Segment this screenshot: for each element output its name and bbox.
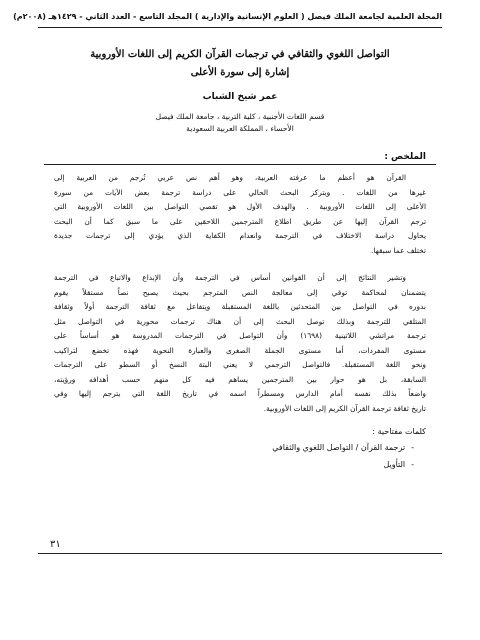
- text-line: واضعاً بذلك نفسه أمام الدارس ومسطراً اسمه في تاريخ اللغة التي يترجم إليها وفي: [54, 389, 426, 398]
- text-line: السابقة، بل هو حوار بين المترجمين يساهم فيه كل منهم حسب أهدافه ورؤيته،: [54, 374, 426, 384]
- list-bullet: -: [411, 443, 414, 452]
- keyword-item: [383, 460, 414, 469]
- text-line: المتلقي للترجمة وبذلك توصل البحث إلى أن هناك ترجمات محورية في التواصل مثل: [54, 316, 426, 326]
- keyword-item: [272, 443, 414, 452]
- author-name: عمر شيخ الشباب: [202, 92, 278, 102]
- running-header: المجلة العلمية لجامعة الملك فيصل ( العلوم الإنسانية والإدارية ) المجلد التاسع - العدد الثاني - ١٤٢٩هـ (٢٠٠٨م): [13, 12, 442, 21]
- text-line: مستوى المفردات، أما مستوى الجملة الصغرى والعبارة النحوية فهذه تخضع لتراكيب: [54, 345, 426, 355]
- text-line: ونحو اللغة المستقبلة. فالتواصل الترجمي لا يعني البتة النسخ أو السطو على الترجمات: [54, 360, 426, 369]
- text-line: تختلف عما سبقها.: [371, 245, 426, 255]
- text-line: يتضمنان لمحاكمة توقي إلى معالجة النص المترجم بحيث يصبح نصاً مستقلاً يقوم: [54, 287, 426, 297]
- affiliation-line-2: الأحساء ، المملكة العربية السعودية: [186, 124, 294, 133]
- article-title: [70, 46, 410, 82]
- text-line: يحاول دراسة الاختلاف في الترجمة وانعدام الكفاية الذي يؤدي إلى ترجمات جديدة: [54, 231, 426, 240]
- keywords-label: كلمات مفتاحية :: [372, 427, 426, 436]
- text-line: وتشير النتائج إلى أن القوانين أساس في الترجمة وأن الإبداع والاتباع في الترجمة: [54, 273, 406, 282]
- text-line: ترجمة مراتشي اللاتينية (١٦٩٨) وأن التواصل في الترجمات المدروسة هو أساساً على: [54, 331, 426, 340]
- header-divider: [38, 27, 442, 28]
- abstract-divider: [44, 164, 436, 165]
- list-bullet: -: [411, 460, 414, 469]
- affiliation-line-1: قسم اللغات الأجنبية ، كلية التربية ، جامعة الملك فيصل: [155, 112, 325, 121]
- title-line-1: التواصل اللغوي والثقافي في ترجمات القرآن الكريم إلى اللغات الأوروبية: [90, 49, 390, 60]
- text-line: ترجم القرآن إليها عن طريق اطلاع المترجمين اللاحقين على ما سبق كما أن البحث: [54, 216, 426, 226]
- footer-divider: [38, 553, 442, 554]
- text-line: غيرها من اللغات . ويتركز البحث الحالي على دراسة ترجمة بعض الآيات من سورة: [54, 187, 426, 197]
- page-number: ٣١: [50, 539, 61, 550]
- text-line: القرآن هو أعظم ما عرفته العربية، وهو أهم نص عربي تُرجم من العربية إلى: [54, 173, 406, 182]
- abstract-paragraph-1: [54, 171, 426, 258]
- text-line: تاريخ ثقافة ترجمة القرآن الكريم إلى اللغات الأوروبية.: [263, 403, 426, 413]
- title-line-2: إشارة إلى سورة الأعلى: [190, 67, 290, 78]
- abstract-label: الملخص :: [384, 152, 426, 162]
- text-line: الأعلى إلى اللغات الأوروبية . والهدف الأول هو تقصي التواصل بين اللغات الأوروبية التي: [54, 202, 426, 211]
- keyword-text: ترجمة القرآن / التواصل اللغوي والثقافي: [272, 443, 406, 452]
- keyword-text: التأويل: [383, 460, 406, 469]
- abstract-paragraph-2: [54, 271, 426, 416]
- text-line: بدوره في التواصل بين المتحدثين باللغة المستقبلة ويتفاعل مع ثقافة الترجمة أولاً وثقافة: [54, 302, 426, 311]
